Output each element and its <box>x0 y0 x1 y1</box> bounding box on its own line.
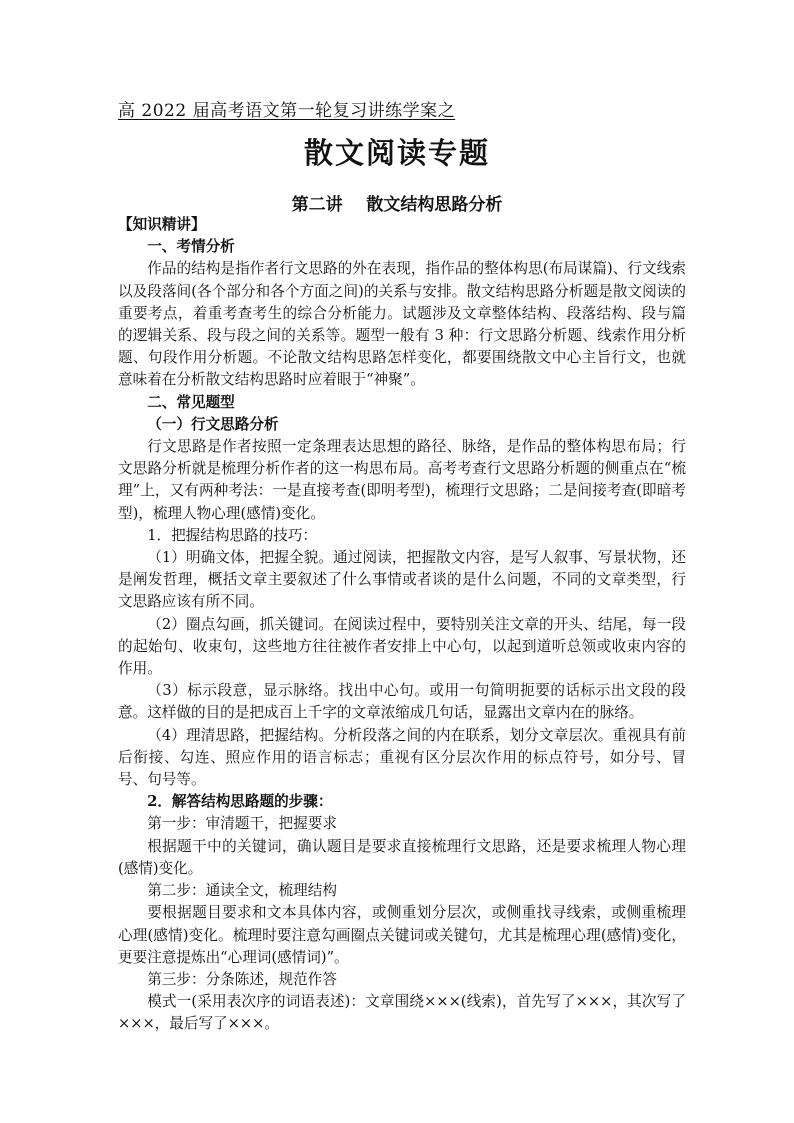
step-text: 模式一(采用表次序的词语表述)：文章围绕×××(线索)，首先写了×××，其次写了×××，最后写了×××。 <box>118 993 686 1033</box>
technique-item: （2）圈点勾画，抓关键词。在阅读过程中，要特别关注文章的开头、结尾，每一段的起始句、收束句，这些地方往往被作者安排上中心句，以起到道听总领或收束内容的作用。 <box>118 615 686 678</box>
step-title: 第一步：审清题干，把握要求 <box>147 815 337 833</box>
paragraph-exam-analysis: 作品的结构是指作者行文思路的外在表现，指作品的整体构思(布局谋篇)、行文线索以及段落间(各个部分和各个方面之间)的关系与安排。散文结构思路分析题是散文阅读的重要考点，着重考查考生的综合分析能力。试题涉及文章整体结构、段落结构、段与篇的逻辑关系、段与段之间的关系等。题型一般有 3 种：行文思路分析题、线索作用分析题、句段作用分析题。不论散文结构思路怎样变化，都要围绕散文中心主旨行文，也就意味着在分析散文结构思路时应着眼于“神聚”。 <box>118 260 686 389</box>
technique-item: （1）明确文体，把握全貌。通过阅读，把握散文内容，是写人叙事、写景状物，还是阐发哲理，概括文章主要叙述了什么事情或者谈的是什么问题，不同的文章类型，行文思路应该有所不同。 <box>118 549 686 611</box>
section-tag: 【知识精讲】 <box>118 216 206 233</box>
document-header: 高 2022 届高考语文第一轮复习讲练学案之 <box>118 101 456 121</box>
page-title: 散文阅读专题 <box>303 136 490 170</box>
lecture-subtitle: 第二讲 散文结构思路分析 <box>291 195 503 215</box>
step-text: 要根据题目要求和文本具体内容，或侧重划分层次，或侧重找寻线索，或侧重梳理心理(感情)变化。梳理时要注意勾画圈点关键词或关键句，尤其是梳理心理(感情)变化，更要注意提炼出“心理词(感情词)”。 <box>118 904 686 966</box>
technique-item: （4）理清思路，把握结构。分析段落之间的内在联系，划分文章层次。重视具有前后衔接、勾连、照应作用的语言标志；重视有区分层次作用的标点符号，如分号、冒号、句号等。 <box>118 726 686 789</box>
step-title: 第三步：分条陈述，规范作答 <box>147 970 337 988</box>
heading-techniques: 1．把握结构思路的技巧： <box>147 526 318 544</box>
document-body <box>118 214 686 1036</box>
technique-item: （3）标示段意，显示脉络。找出中心句。或用一句简明扼要的话标示出文段的段意。这样做的目的是把成百上千字的文章浓缩成几句话，显露出文章内在的脉络。 <box>118 682 686 722</box>
heading-common-types: 二、常见题型 <box>147 393 235 411</box>
step-title: 第二步：通读全文，梳理结构 <box>147 882 337 900</box>
heading-steps: 2．解答结构思路题的步骤： <box>147 793 333 811</box>
paragraph-writing-thought: 行文思路是作者按照一定条理表达思想的路径、脉络，是作品的整体构思布局；行文思路分析就是梳理分析作者的这一构思布局。高考考查行文思路分析题的侧重点在“梳理”上，又有两种考法：一是直接考查(即明考型)，梳理行文思路；二是间接考查(即暗考型)，梳理人物心理(感情)变化。 <box>118 438 686 522</box>
step-text: 根据题干中的关键词，确认题目是要求直接梳理行文思路，还是要求梳理人物心理(感情)变化。 <box>118 837 686 877</box>
heading-exam-analysis: 一、考情分析 <box>147 238 235 256</box>
heading-writing-thought: （一）行文思路分析 <box>147 415 279 433</box>
